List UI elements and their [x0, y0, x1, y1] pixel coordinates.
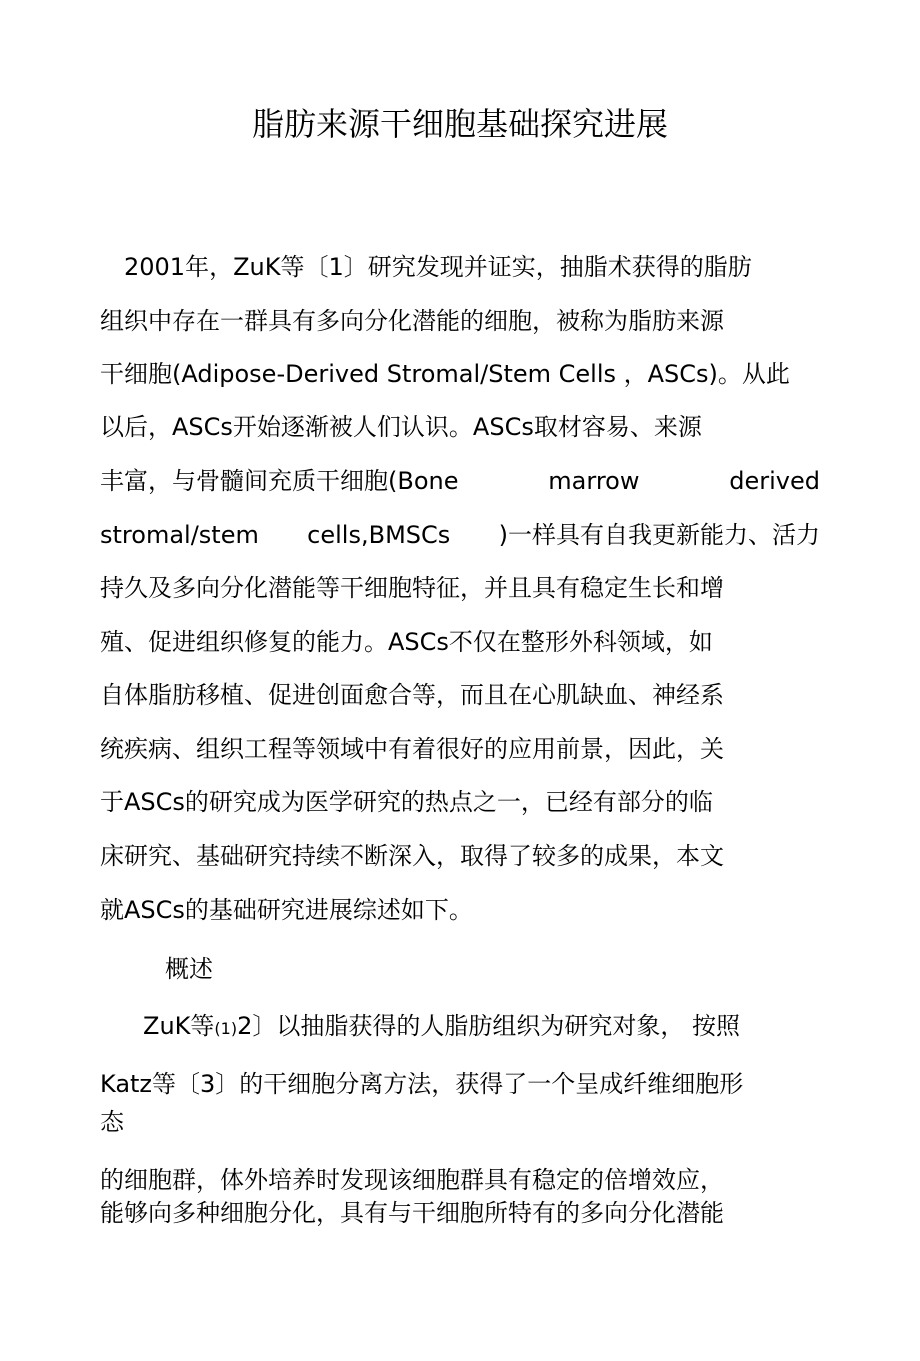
- paragraph-line: 以后，ASCs开始逐渐被人们认识。ASCs取材容易、来源: [100, 413, 702, 441]
- paragraph-line: 干细胞(Adipose-Derived Stromal/Stem Cells ，ASCs)。从此: [100, 360, 790, 388]
- citation-number: (1): [214, 1019, 238, 1038]
- document-title: 脂肪来源干细胞基础探究进展: [251, 105, 668, 143]
- paragraph-line: 床研究、基础研究持续不断深入，取得了较多的成果，本文: [100, 842, 724, 870]
- line-segment: marrow: [548, 467, 640, 495]
- paragraph-line: 态: [100, 1108, 124, 1136]
- paragraph-line: 2001年，ZuK等〔1〕研究发现并证实，抽脂术获得的脂肪: [100, 253, 752, 281]
- paragraph-line: 能够向多种细胞分化，具有与干细胞所特有的多向分化潜能: [100, 1199, 724, 1227]
- line-segment: 丰富，与骨髓间充质干细胞(Bone: [100, 467, 459, 495]
- section-heading: 概述: [165, 955, 213, 983]
- paragraph-line: 组织中存在一群具有多向分化潜能的细胞，被称为脂肪来源: [100, 307, 724, 335]
- line-segment: cells,BMSCs: [307, 521, 451, 549]
- paragraph-line: 统疾病、组织工程等领域中有着很好的应用前景，因此，关: [100, 735, 724, 763]
- paragraph-line: 的细胞群，体外培养时发现该细胞群具有稳定的倍增效应，: [100, 1166, 724, 1194]
- line-segment: 2〕以抽脂获得的人脂肪组织为研究对象， 按照: [237, 1012, 740, 1040]
- paragraph-line: 就ASCs的基础研究进展综述如下。: [100, 896, 473, 924]
- paragraph-line: 殖、促进组织修复的能力。ASCs不仅在整形外科领域，如: [100, 628, 713, 656]
- paragraph-line: 自体脂肪移植、促进创面愈合等，而且在心肌缺血、神经系: [100, 681, 724, 709]
- line-segment: ZuK等: [143, 1012, 215, 1040]
- paragraph-line: 于ASCs的研究成为医学研究的热点之一，已经有部分的临: [100, 788, 713, 816]
- paragraph-line: [100, 464, 820, 498]
- line-segment: derived: [729, 467, 820, 495]
- paragraph-line: [143, 1009, 740, 1046]
- paragraph-line: Katz等〔3〕的干细胞分离方法，获得了一个呈成纤维细胞形: [100, 1070, 744, 1098]
- paragraph-line: 持久及多向分化潜能等干细胞特征，并且具有稳定生长和增: [100, 574, 724, 602]
- line-segment: )一样具有自我更新能力、活力: [498, 521, 820, 549]
- paragraph-line: [100, 518, 820, 552]
- line-segment: stromal/stem: [100, 521, 259, 549]
